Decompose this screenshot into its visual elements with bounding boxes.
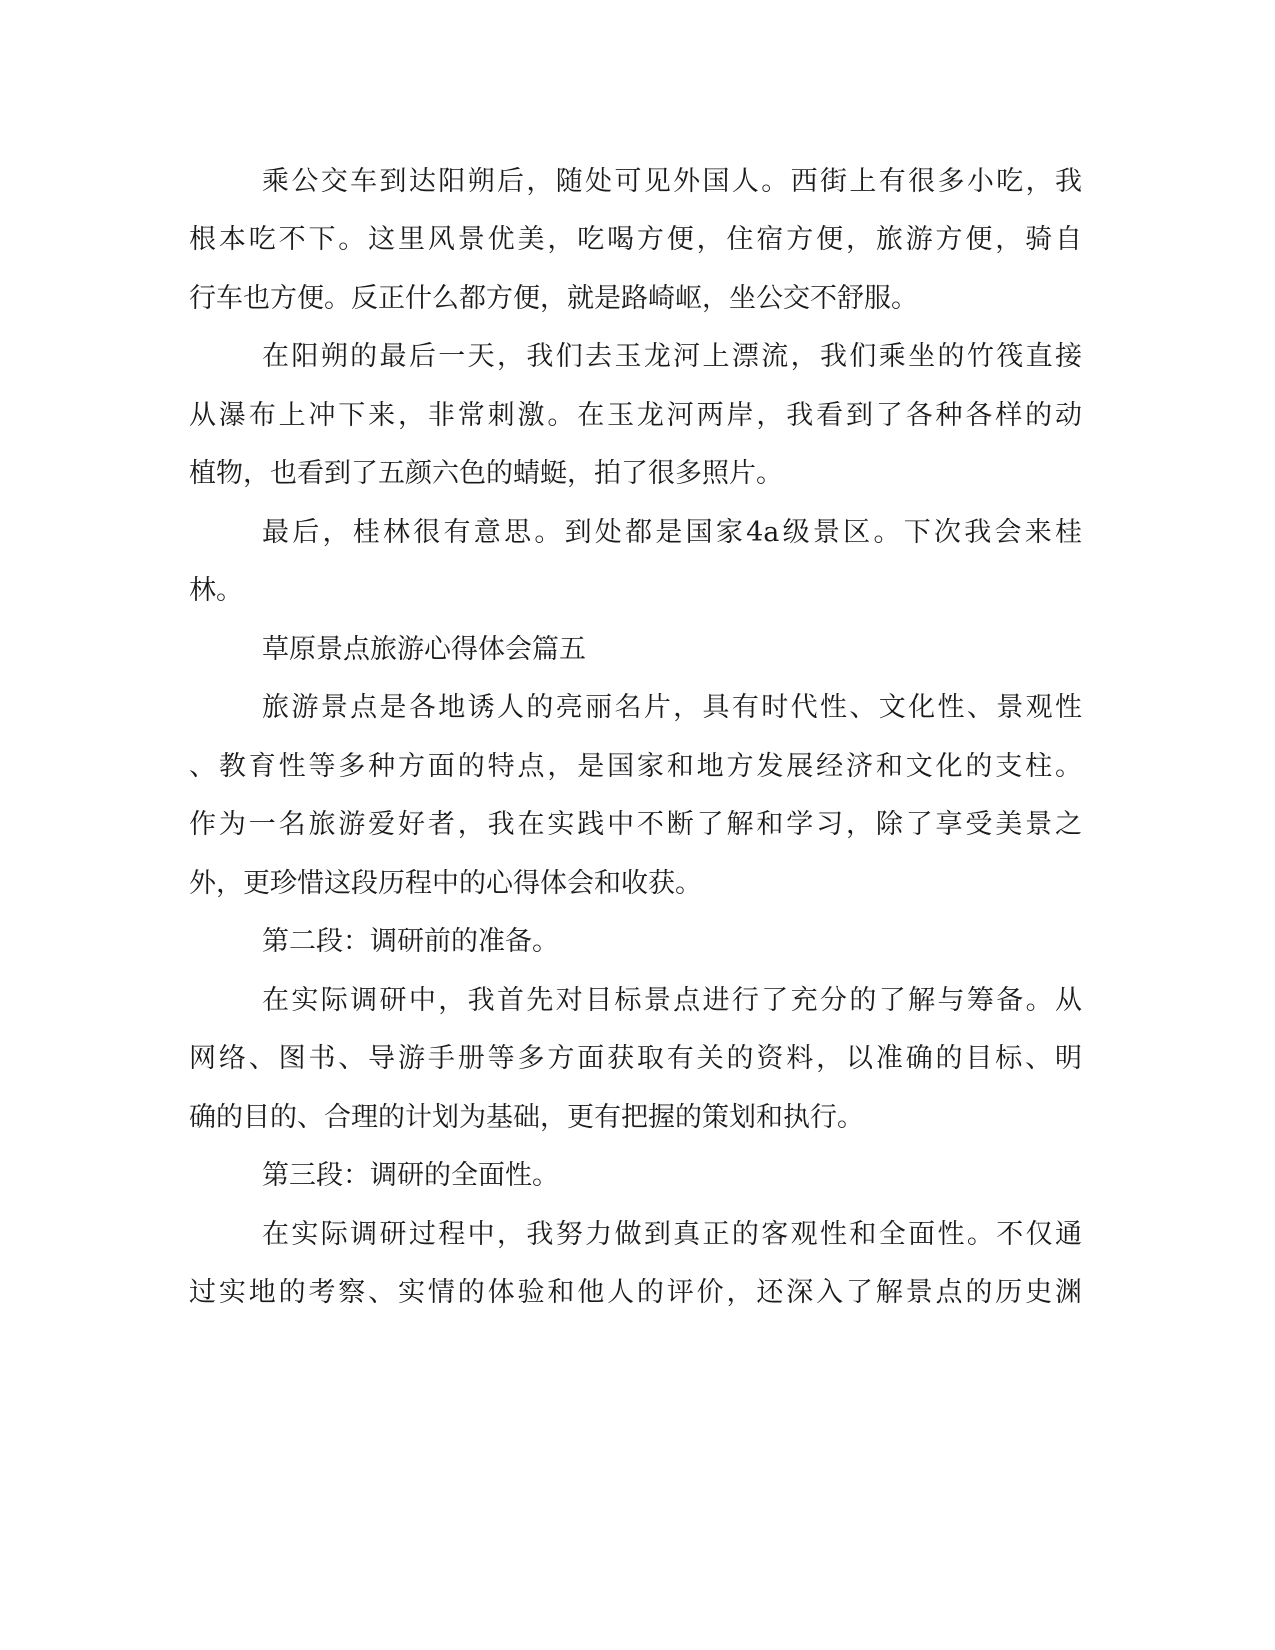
paragraph-line: 在阳朔的最后一天，我们去玉龙河上漂流，我们乘坐的竹筏直接 xyxy=(262,341,1082,372)
paragraph-line: 确的目的、合理的计划为基础，更有把握的策划和执行。 xyxy=(189,1102,864,1133)
paragraph-line: 外，更珍惜这段历程中的心得体会和收获。 xyxy=(189,868,702,899)
paragraph-line: 过实地的考察、实情的体验和他人的评价，还深入了解景点的历史渊 xyxy=(189,1277,1082,1308)
section-heading: 第三段：调研的全面性。 xyxy=(262,1160,559,1191)
paragraph-line: 植物，也看到了五颜六色的蜻蜓，拍了很多照片。 xyxy=(189,458,783,489)
paragraph-line: 最后，桂林很有意思。到处都是国家4a级景区。下次我会来桂 xyxy=(262,517,1082,548)
paragraph-line: 在实际调研过程中，我努力做到真正的客观性和全面性。不仅通 xyxy=(262,1219,1082,1250)
paragraph-line: 乘公交车到达阳朔后，随处可见外国人。西街上有很多小吃，我 xyxy=(262,166,1082,197)
paragraph-line: 旅游景点是各地诱人的亮丽名片，具有时代性、文化性、景观性 xyxy=(262,692,1082,723)
paragraph-line: 根本吃不下。这里风景优美，吃喝方便，住宿方便，旅游方便，骑自 xyxy=(189,224,1082,255)
paragraph-line: 作为一名旅游爱好者，我在实践中不断了解和学习，除了享受美景之 xyxy=(189,809,1082,840)
paragraph-line: 从瀑布上冲下来，非常刺激。在玉龙河两岸，我看到了各种各样的动 xyxy=(189,400,1082,431)
section-heading: 第二段：调研前的准备。 xyxy=(262,926,559,957)
paragraph-line: 网络、图书、导游手册等多方面获取有关的资料，以准确的目标、明 xyxy=(189,1043,1082,1074)
paragraph-line: 、教育性等多种方面的特点，是国家和地方发展经济和文化的支柱。 xyxy=(189,751,1082,782)
section-heading: 草原景点旅游心得体会篇五 xyxy=(262,634,586,665)
paragraph-line: 在实际调研中，我首先对目标景点进行了充分的了解与筹备。从 xyxy=(262,985,1082,1016)
paragraph-line: 林。 xyxy=(189,575,243,606)
paragraph-line: 行车也方便。反正什么都方便，就是路崎岖，坐公交不舒服。 xyxy=(189,283,918,314)
